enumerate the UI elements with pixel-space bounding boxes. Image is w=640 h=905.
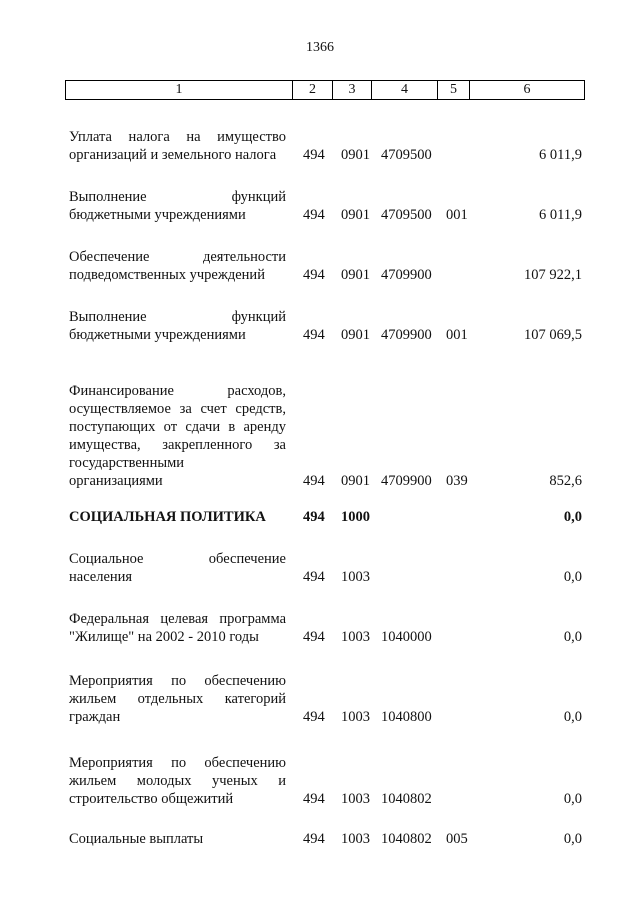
row-col-4: 4709900 bbox=[381, 473, 432, 489]
column-header-1: 1 bbox=[66, 81, 293, 99]
row-name-line: бюджетными учреждениями bbox=[69, 327, 246, 343]
row-col-4: 4709900 bbox=[381, 327, 432, 343]
column-header-6: 6 bbox=[523, 82, 531, 97]
row-col-3: 0901 bbox=[341, 207, 370, 223]
column-header-4: 4 bbox=[372, 81, 438, 99]
row-name-line: Обеспечение деятельности bbox=[69, 249, 286, 265]
page-number: 1366 bbox=[306, 40, 334, 55]
row-name-line: имущества, закрепленного за bbox=[69, 437, 286, 453]
row-col-6: 0,0 bbox=[563, 831, 582, 847]
row-col-2: 494 bbox=[303, 147, 325, 163]
row-name-line: Уплата налога на имущество bbox=[69, 129, 286, 145]
row-col-3: 0901 bbox=[341, 473, 370, 489]
row-col-4: 4709500 bbox=[381, 147, 432, 163]
row-col-3: 0901 bbox=[341, 267, 370, 283]
row-col-4: 1040000 bbox=[381, 629, 432, 645]
row-col-4: 4709900 bbox=[381, 267, 432, 283]
row-col-5: 005 bbox=[446, 831, 468, 847]
row-col-6: 0,0 bbox=[563, 629, 582, 645]
row-col-3: 1000 bbox=[341, 509, 370, 525]
row-name-line: организациями bbox=[69, 473, 163, 489]
row-name bbox=[69, 308, 286, 344]
row-name-line: бюджетными учреждениями bbox=[69, 207, 246, 223]
row-name-line: жильем молодых ученых и bbox=[69, 773, 286, 789]
row-name bbox=[69, 188, 286, 224]
row-col-4: 4709500 bbox=[381, 207, 432, 223]
row-name bbox=[69, 128, 286, 164]
row-name-line: строительство общежитий bbox=[69, 791, 234, 807]
column-header-3: 3 bbox=[333, 81, 372, 99]
row-name-line: "Жилище" на 2002 - 2010 годы bbox=[69, 629, 259, 645]
row-col-2: 494 bbox=[303, 629, 325, 645]
row-col-2: 494 bbox=[303, 207, 325, 223]
row-col-3: 1003 bbox=[341, 831, 370, 847]
row-col-2: 494 bbox=[303, 569, 325, 585]
row-name-line: Федеральная целевая программа bbox=[69, 611, 286, 627]
row-col-4: 1040802 bbox=[381, 831, 432, 847]
row-col-3: 1003 bbox=[341, 629, 370, 645]
row-col-4: 1040802 bbox=[381, 791, 432, 807]
row-col-3: 0901 bbox=[341, 147, 370, 163]
row-name bbox=[69, 610, 286, 646]
row-name-line: Выполнение функций bbox=[69, 189, 286, 205]
row-name bbox=[69, 754, 286, 808]
row-name-line: Мероприятия по обеспечению bbox=[69, 673, 286, 689]
row-col-5: 039 bbox=[446, 473, 468, 489]
row-col-6: 852,6 bbox=[549, 473, 582, 489]
row-name-line: СОЦИАЛЬНАЯ ПОЛИТИКА bbox=[69, 509, 266, 525]
row-col-2: 494 bbox=[303, 709, 325, 725]
row-col-2: 494 bbox=[303, 509, 325, 525]
row-col-6: 107 069,5 bbox=[524, 327, 582, 343]
row-name-line: Социальное обеспечение bbox=[69, 551, 286, 567]
row-name-line: осуществляемое за счет средств, bbox=[69, 401, 286, 417]
table-header bbox=[65, 80, 585, 100]
row-name-line: организаций и земельного налога bbox=[69, 147, 277, 163]
row-name bbox=[69, 508, 286, 526]
row-col-3: 0901 bbox=[341, 327, 370, 343]
row-col-6: 0,0 bbox=[563, 509, 582, 525]
row-name-line: жильем отдельных категорий bbox=[69, 691, 286, 707]
row-name-line: государственными bbox=[69, 455, 185, 471]
row-col-2: 494 bbox=[303, 791, 325, 807]
row-col-6: 6 011,9 bbox=[539, 207, 582, 223]
row-name bbox=[69, 550, 286, 586]
row-col-6: 0,0 bbox=[563, 791, 582, 807]
row-col-6: 0,0 bbox=[563, 709, 582, 725]
row-col-2: 494 bbox=[303, 831, 325, 847]
row-name bbox=[69, 830, 286, 848]
row-name bbox=[69, 248, 286, 284]
row-col-3: 1003 bbox=[341, 709, 370, 725]
row-col-4: 1040800 bbox=[381, 709, 432, 725]
row-name-line: подведомственных учреждений bbox=[69, 267, 265, 283]
row-name bbox=[69, 672, 286, 726]
row-col-3: 1003 bbox=[341, 569, 370, 585]
row-name-line: поступающих от сдачи в аренду bbox=[69, 419, 286, 435]
row-name-line: Мероприятия по обеспечению bbox=[69, 755, 286, 771]
row-col-2: 494 bbox=[303, 267, 325, 283]
row-col-3: 1003 bbox=[341, 791, 370, 807]
row-name-line: граждан bbox=[69, 709, 121, 725]
row-col-5: 001 bbox=[446, 207, 468, 223]
row-col-2: 494 bbox=[303, 327, 325, 343]
column-header-2: 2 bbox=[293, 81, 333, 99]
row-col-6: 6 011,9 bbox=[539, 147, 582, 163]
row-name-line: Социальные выплаты bbox=[69, 831, 204, 847]
row-name-line: Финансирование расходов, bbox=[69, 383, 286, 399]
column-header-5: 5 bbox=[438, 81, 470, 99]
row-col-5: 001 bbox=[446, 327, 468, 343]
row-name-line: Выполнение функций bbox=[69, 309, 286, 325]
row-col-6: 0,0 bbox=[563, 569, 582, 585]
row-name bbox=[69, 382, 286, 490]
row-col-2: 494 bbox=[303, 473, 325, 489]
row-name-line: населения bbox=[69, 569, 133, 585]
row-col-6: 107 922,1 bbox=[524, 267, 582, 283]
